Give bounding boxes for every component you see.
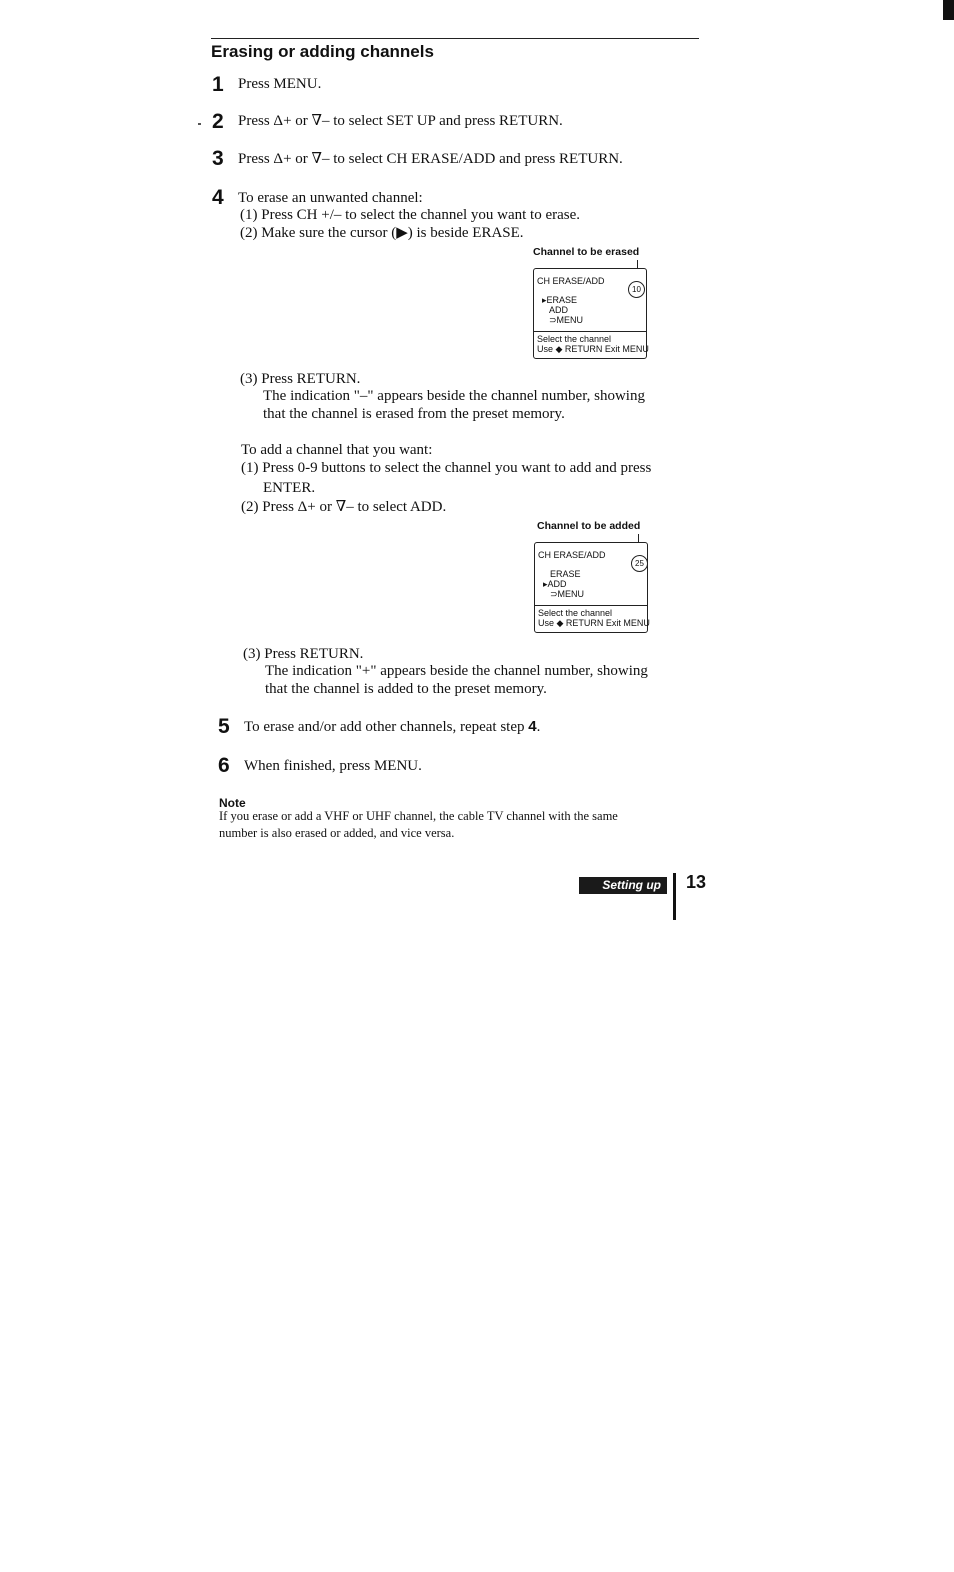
add-intro: To add a channel that you want:	[241, 442, 433, 458]
erase-description-1: The indication "–" appears beside the channel number, showing	[263, 388, 645, 404]
screen-divider	[535, 605, 647, 606]
step-number: 3	[212, 147, 224, 170]
step-reference: 4	[528, 718, 537, 735]
erase-menu-screen	[533, 268, 647, 359]
screen-footer-2: Use ◆ RETURN Exit MENU	[538, 618, 650, 628]
screen-header: CH ERASE/ADD	[538, 550, 606, 560]
step-number: 5	[218, 715, 230, 738]
scan-speck	[198, 123, 201, 125]
screen-header: CH ERASE/ADD	[537, 276, 605, 286]
add-menu-screen	[534, 542, 648, 633]
add-description-1: The indication "+" appears beside the channel number, showing	[265, 663, 648, 679]
step-number: 2	[212, 110, 224, 133]
page-number: 13	[686, 872, 707, 892]
step-text: Press MENU.	[238, 76, 322, 92]
note-heading: Note	[219, 796, 246, 810]
erase-substep-2: (2) Make sure the cursor (▶) is beside ERASE.	[240, 225, 524, 241]
step-text: Press Δ+ or ∇– to select SET UP and press RETURN.	[238, 113, 563, 129]
erase-substep-1: (1) Press CH +/– to select the channel you want to erase.	[240, 207, 581, 223]
screen-divider	[534, 331, 646, 332]
note-text-2: number is also erased or added, and vice versa.	[219, 826, 455, 840]
screen-item-erase: ▸ERASE	[542, 295, 578, 305]
screen-footer-1: Select the channel	[538, 608, 613, 618]
screen-item-erase: ERASE	[550, 569, 581, 579]
erase-caption: Channel to be erased	[533, 246, 640, 258]
step-text: Press Δ+ or ∇– to select CH ERASE/ADD and press RETURN.	[238, 151, 623, 167]
screen-footer-2: Use ◆ RETURN Exit MENU	[537, 344, 649, 354]
section-label-tab: Setting up	[579, 877, 667, 894]
step-number: 4	[212, 186, 224, 209]
step-text: To erase and/or add other channels, repeat step 4.	[244, 718, 541, 735]
screen-footer-1: Select the channel	[537, 334, 612, 344]
erase-substep-3: (3) Press RETURN.	[240, 371, 361, 387]
add-substep-1: (1) Press 0-9 buttons to select the channel you want to add and press	[241, 460, 652, 476]
screen-item-menu: ⊃MENU	[550, 589, 585, 599]
step-text: To erase an unwanted channel:	[238, 190, 423, 206]
erase-description-2: that the channel is erased from the preset memory.	[263, 406, 565, 422]
page-edge-mark	[943, 0, 954, 20]
screen-item-add: ▸ADD	[543, 579, 567, 589]
add-substep-1-cont: ENTER.	[263, 480, 316, 496]
add-substep-3: (3) Press RETURN.	[243, 646, 364, 662]
add-description-2: that the channel is added to the preset memory.	[265, 681, 547, 697]
screen-item-menu: ⊃MENU	[549, 315, 584, 325]
channel-number-badge: 25	[631, 555, 648, 572]
step-number: 6	[218, 754, 230, 777]
note-text-1: If you erase or add a VHF or UHF channel, the cable TV channel with the same	[219, 809, 618, 823]
screen-item-add: ADD	[549, 305, 569, 315]
channel-number-badge: 10	[628, 281, 645, 298]
header-rule	[211, 38, 699, 39]
step-number: 1	[212, 73, 224, 96]
add-substep-2: (2) Press Δ+ or ∇– to select ADD.	[241, 499, 447, 515]
add-caption: Channel to be added	[537, 520, 641, 532]
step-text: When finished, press MENU.	[244, 758, 422, 774]
section-title: Erasing or adding channels	[211, 42, 434, 61]
page-number-divider	[673, 873, 676, 920]
